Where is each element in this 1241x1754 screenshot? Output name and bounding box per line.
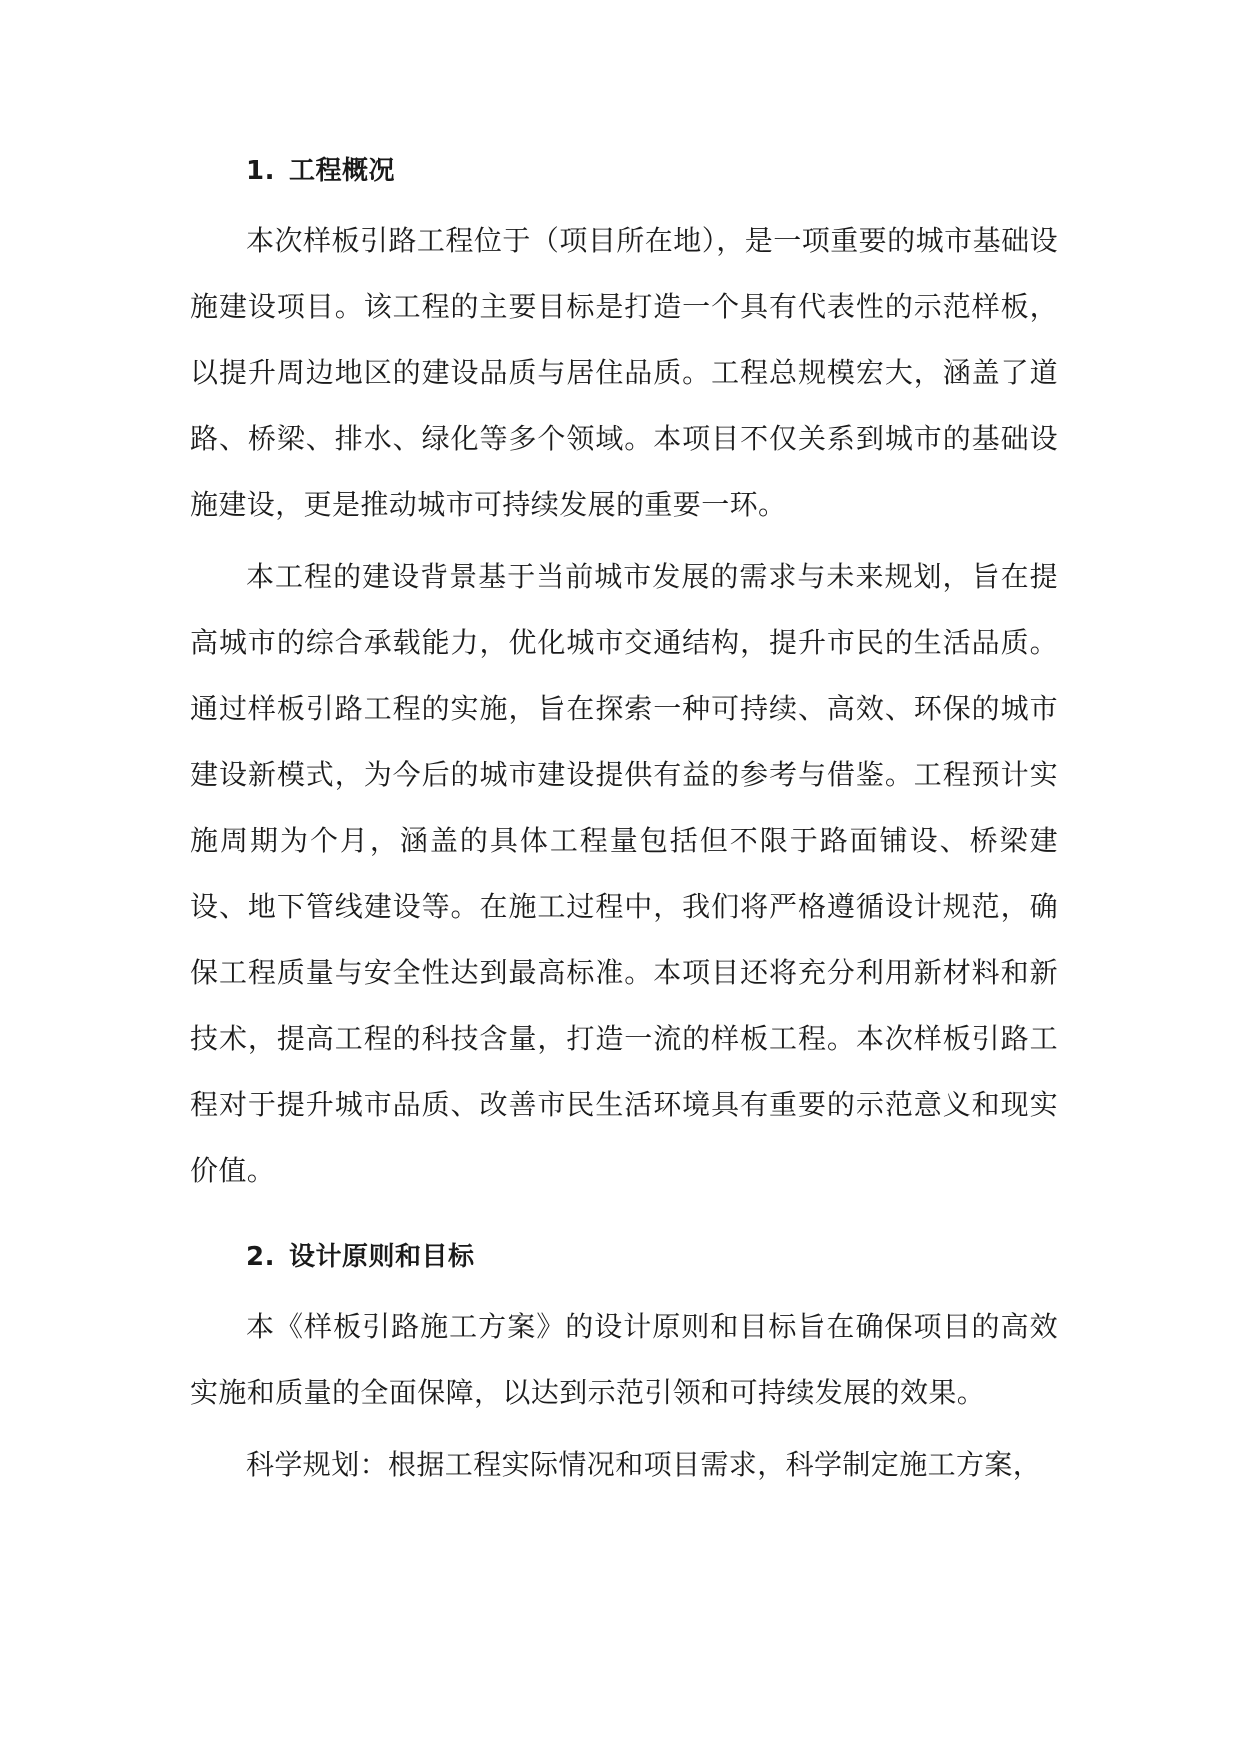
section-number: 2. bbox=[246, 1242, 275, 1272]
paragraph: 本次样板引路工程位于（项目所在地），是一项重要的城市基础设施建设项目。该工程的主要目标是打造一个具有代表性的示范样板，以提升周边地区的建设品质与居住品质。工程总规模宏大，涵盖了道路、桥梁、排水、绿化等多个领域。本项目不仅关系到城市的基础设施建设，更是推动城市可持续发展的重要一环。 bbox=[190, 224, 1058, 521]
paragraph: 科学规划：根据工程实际情况和项目需求，科学制定施工方案， bbox=[246, 1448, 1042, 1481]
section-title: 工程概况 bbox=[288, 156, 395, 186]
section-heading-2 bbox=[190, 1226, 1058, 1288]
document-page bbox=[190, 140, 1058, 1498]
paragraph: 本《样板引路施工方案》的设计原则和目标旨在确保项目的高效实施和质量的全面保障，以达到示范引领和可持续发展的效果。 bbox=[190, 1310, 1058, 1409]
paragraph: 本工程的建设背景基于当前城市发展的需求与未来规划，旨在提高城市的综合承载能力，优化城市交通结构，提升市民的生活品质。通过样板引路工程的实施，旨在探索一种可持续、高效、环保的城市建设新模式，为今后的城市建设提供有益的参考与借鉴。工程预计实施周期为个月，涵盖的具体工程量包括但不限于路面铺设、桥梁建设、地下管线建设等。在施工过程中，我们将严格遵循设计规范，确保工程质量与安全性达到最高标准。本项目还将充分利用新材料和新技术，提高工程的科技含量，打造一流的样板工程。本次样板引路工程对于提升城市品质、改善市民生活环境具有重要的示范意义和现实价值。 bbox=[190, 560, 1058, 1187]
spacer bbox=[190, 1204, 1058, 1226]
section-heading-1 bbox=[190, 140, 1058, 202]
section-title: 设计原则和目标 bbox=[288, 1242, 475, 1272]
section-number: 1. bbox=[246, 156, 275, 186]
